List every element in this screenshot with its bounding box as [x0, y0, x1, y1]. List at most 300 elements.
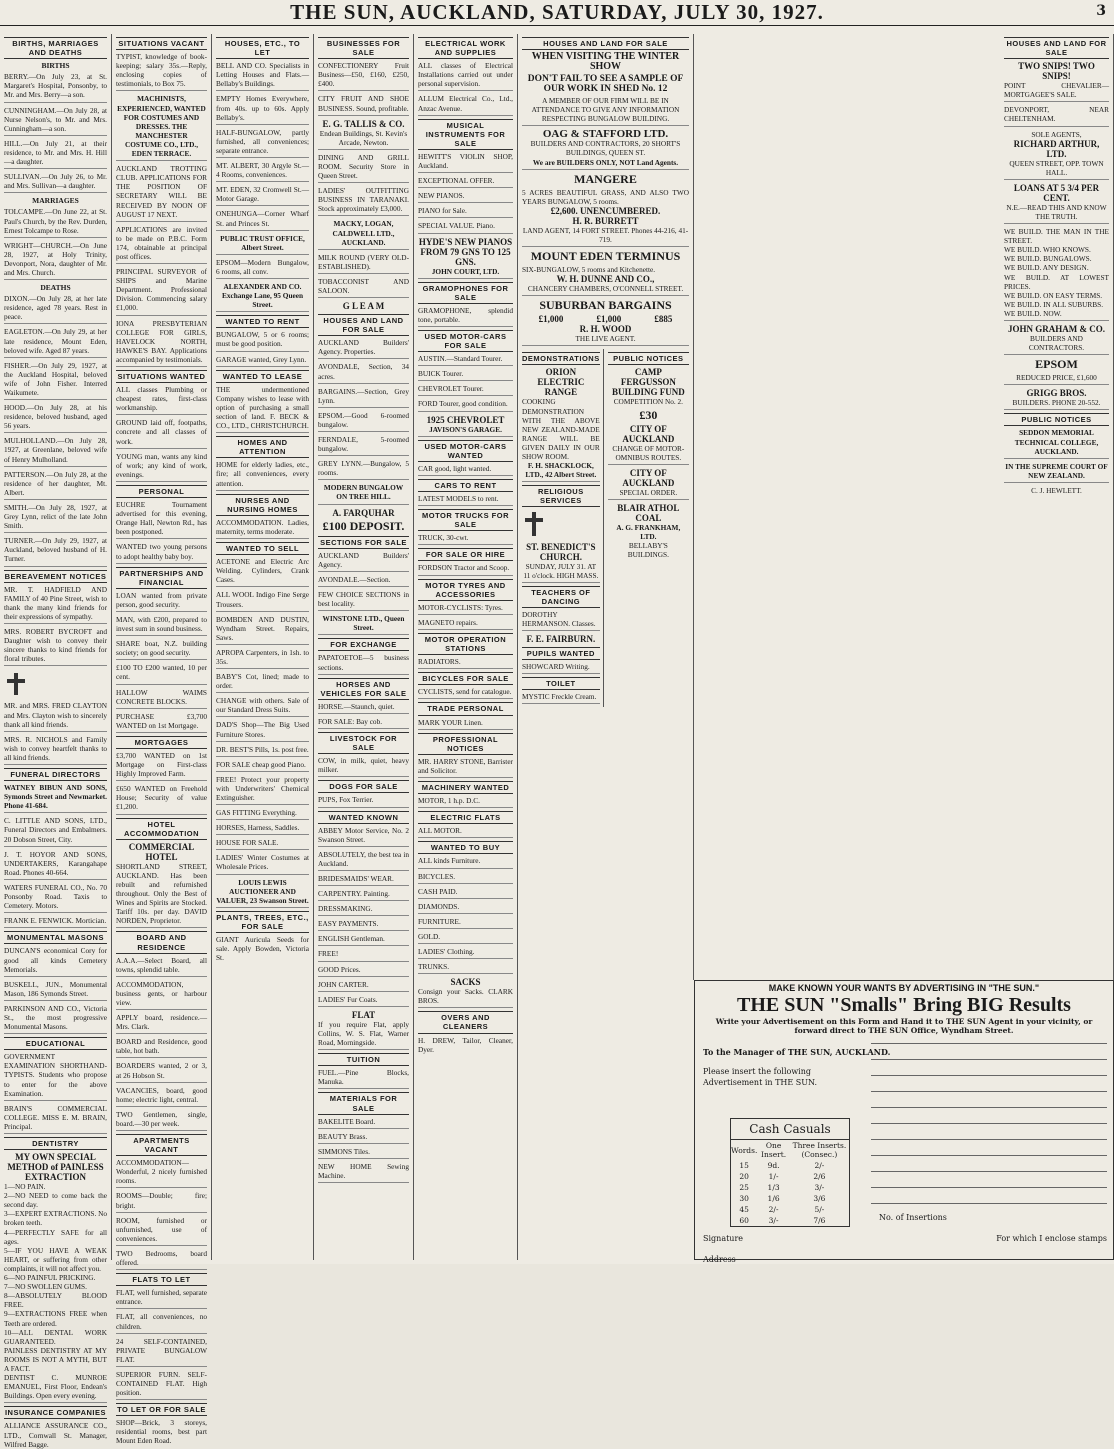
list-item: COOKING DEMONSTRATION WITH THE ABOVE NEW ZEALAND-MADE RANGE WILL BE GIVEN DAILY IN OUR SHOW ROOM.	[522, 397, 600, 461]
agent-address: QUEEN STREET, OPP. TOWN HALL.	[1004, 159, 1109, 180]
right-subcolumn	[608, 349, 689, 707]
agent-name: R. H. WOOD	[579, 324, 632, 335]
list-item: TURNER.—On July 29, 1927, at Auckland, beloved husband of H. Turner.	[4, 536, 107, 566]
list-item: FORDSON Tractor and Scoop.	[418, 563, 513, 575]
list-item: MYSTIC Freckle Cream.	[522, 692, 600, 704]
list-item: PATTERSON.—On July 28, at the residence of her daughter, Mt. Albert.	[4, 470, 107, 500]
list-item: N.E.—READ THIS AND KNOW THE TRUTH.	[1004, 203, 1109, 224]
list-item: SIX-BUNGALOW, 5 rooms and Kitchenette.	[522, 265, 656, 275]
table-cell: 1/3	[767, 1183, 780, 1192]
list-item: DINING AND GRILL ROOM. Security Store in Queen Street.	[318, 153, 409, 183]
list-item: EMPTY Homes Everywhere, from 40s. up to 60s. Apply Bellaby's.	[216, 94, 309, 124]
loans-headline: LOANS AT 5 3/4 PER CENT.	[1013, 182, 1100, 203]
list-item: FISHER.—On July 29, 1927, at the Auckland Hospital, beloved wife of John Fisher. Interred Waikumete.	[4, 361, 107, 400]
column-6	[518, 34, 694, 980]
list-item: WATNEY BIBUN AND SONS, Symonds Street and Newmarket. Phone 41-684.	[4, 783, 107, 813]
list-item: LATEST MODELS to rent.	[418, 494, 513, 506]
list-item: AUCKLAND Builders' Agency.	[318, 551, 409, 572]
section-header: PUBLIC NOTICES	[1004, 413, 1109, 426]
section-header: DENTISTRY	[4, 1137, 107, 1150]
section-header: WANTED KNOWN	[318, 811, 409, 824]
signature-field[interactable]: Signature	[703, 1234, 744, 1243]
list-item: CAR good, light wanted.	[418, 464, 513, 476]
agent-name: E. G. TALLIS & CO.	[322, 118, 405, 129]
list-item: DAD'S Shop—The Big Used Furniture Stores.	[216, 720, 309, 741]
dentist-headline: MY OWN SPECIAL METHOD of PAINLESS EXTRACTION	[7, 1152, 104, 1183]
list-item: CASH PAID.	[418, 887, 513, 899]
list-item: CONFECTIONERY Fruit Business—£50, £160, £250, £400.	[318, 61, 409, 91]
section-header: PARTNERSHIPS AND FINANCIAL	[116, 567, 207, 589]
table-cell: 1/6	[767, 1194, 780, 1203]
section-header: HORSES AND VEHICLES FOR SALE	[318, 678, 409, 700]
list-item: If you require Flat, apply Collins, W. S. Flat, Warner Road, Morningside.	[318, 1020, 409, 1050]
list-item: MARK YOUR Linen.	[418, 718, 513, 730]
mangere-headline: MANGERE	[574, 171, 637, 186]
section-header: HOMES AND ATTENTION	[216, 436, 309, 458]
list-item: DIXON.—On July 28, at her late residence, aged 78 years. Rest in peace.	[4, 294, 107, 324]
section-header: MATERIALS FOR SALE	[318, 1092, 409, 1114]
list-item: AVONDALE, Section, 34 acres.	[318, 362, 409, 383]
masthead	[0, 0, 1114, 26]
list-item: LADIES' Winter Costumes at Wholesale Prices.	[216, 853, 309, 874]
list-item: LADIES' OUTFITTING BUSINESS IN TARANAKI. Stock approximately £3,000.	[318, 186, 409, 216]
teacher-name: F. E. FAIRBURN.	[526, 634, 596, 645]
list-item: AUSTIN.—Standard Tourer.	[418, 354, 513, 366]
writing-lines[interactable]	[871, 1043, 1107, 1203]
agent-address: BUILDERS. PHONE 20-552.	[1004, 398, 1109, 410]
section-header: CARS TO RENT	[418, 479, 513, 492]
winter-show-headline: WHEN VISITING THE WINTER SHOW	[531, 51, 680, 73]
agents-label: SOLE AGENTS,	[1031, 129, 1082, 139]
list-item: 9—EXTRACTIONS FREE when Teeth are ordered.	[4, 1309, 107, 1328]
list-item: SPECIAL VALUE. Piano.	[418, 221, 513, 233]
list-item: 24 SELF-CONTAINED, PRIVATE BUNGALOW FLAT.	[116, 1337, 207, 1367]
list-item: CHANGE with others. Sale of our Standard Dress Suits.	[216, 696, 309, 717]
list-item: DUNCAN'S economical Cory for good all kinds Cemetery Memorials.	[4, 946, 107, 976]
list-item: WE BUILD. AT LOWEST PRICES.	[1004, 272, 1109, 291]
list-item: ALL classes of Electrical Installations carried out under personal supervision.	[418, 61, 513, 91]
list-item: PAPATOETOE—5 business sections.	[318, 653, 409, 674]
list-item: SULLIVAN.—On July 26, to Mr. and Mrs. Sullivan—a daughter.	[4, 172, 107, 193]
list-item: ALL classes Plumbing or cheapest rates, first-class workmanship.	[116, 385, 207, 415]
section-header: BICYCLES FOR SALE	[418, 672, 513, 685]
section-header: HOUSES, ETC., TO LET	[216, 37, 309, 59]
section-header: HOUSES AND LAND FOR SALE	[522, 37, 689, 50]
list-item: HORSE.—Staunch, quiet.	[318, 702, 409, 714]
list-item: ALLIANCE ASSURANCE CO., LTD., Cornwall St. Manager, Wilfred Bagge.	[4, 1421, 107, 1449]
section-header: FOR EXCHANGE	[318, 638, 409, 651]
agent-name: JAVISON'S GARAGE.	[418, 425, 513, 437]
table-cell: 3/-	[768, 1216, 779, 1225]
list-item: 1—NO PAIN.	[4, 1182, 46, 1192]
list-item: ACCOMMODATION, business gents, or harbour view.	[116, 980, 207, 1010]
list-item: HOUSE FOR SALE.	[216, 838, 309, 850]
list-item: LADIES' Fur Coats.	[318, 995, 409, 1007]
list-item: C. LITTLE AND SONS, LTD., Funeral Directors and Embalmers. 20 Dobson Street, City.	[4, 816, 107, 846]
deposit-headline: £100 DEPOSIT.	[322, 518, 405, 533]
list-item: WE BUILD. IN ALL SUBURBS.	[1004, 299, 1104, 309]
list-item: TWO Gentlemen, single, board.—30 per week.	[116, 1110, 207, 1131]
list-item: GARAGE wanted, Grey Lynn.	[216, 355, 309, 367]
address-field[interactable]: Address	[703, 1255, 736, 1264]
list-item: BELL AND CO. Specialists in Letting Houses and Flats.—Bellaby's Buildings.	[216, 61, 309, 91]
agent-address: THE LIVE AGENT.	[522, 334, 689, 346]
list-item: VACANCIES, board, good home; electric light, central.	[116, 1086, 207, 1107]
list-item: 4—PERFECTLY SAFE for all ages.	[4, 1227, 107, 1246]
table-cell: 20	[739, 1172, 749, 1181]
list-item: ALL MOTOR.	[418, 826, 513, 838]
list-item: ALEXANDER AND CO. Exchange Lane, 95 Queen Street.	[216, 282, 309, 312]
section-header: USED MOTOR-CARS WANTED	[418, 440, 513, 462]
section-header: FOR SALE OR HIRE	[418, 548, 513, 561]
column-2	[112, 34, 212, 1446]
church-headline: ST. BENEDICT'S CHURCH.	[526, 541, 596, 562]
births-list	[4, 72, 107, 193]
list-item: SMITH.—On July 28, 1927, at Grey Lynn, relict of the late John Smith.	[4, 503, 107, 533]
section-header: BIRTHS, MARRIAGES AND DEATHS	[4, 37, 107, 59]
camp-headline: CAMP FERGUSSON BUILDING FUND	[611, 367, 685, 398]
table-cell: 2/-	[814, 1161, 825, 1170]
list-item: APPLICATIONS are invited to be made on P.B.C. Form 174, obtainable at principal post offices.	[116, 225, 207, 264]
section-header: TEACHERS OF DANCING	[522, 586, 600, 608]
list-item: BUICK Tourer.	[418, 369, 513, 381]
list-item: MT. EDEN, 32 Cromwell St.—Motor Garage.	[216, 185, 309, 206]
list-item: BICYCLES.	[418, 872, 513, 884]
list-item: BRAIN'S COMMERCIAL COLLEGE. MISS E. M. BRAIN, Principal.	[4, 1104, 107, 1134]
list-item: ROOM, furnished or unfurnished, use of conveniences.	[116, 1216, 207, 1246]
list-item: DOROTHY HERMANSON. Classes.	[522, 610, 600, 631]
list-item: HALLOW WAIMS CONCRETE BLOCKS.	[116, 688, 207, 709]
list-item: RADIATORS.	[418, 657, 513, 669]
suburban-headline: SUBURBAN BARGAINS	[539, 298, 672, 313]
list-item: CHEVROLET Tourer.	[418, 384, 513, 396]
section-header: SITUATIONS WANTED	[116, 370, 207, 383]
table-cell: 45	[739, 1205, 749, 1214]
list-item: HOME for elderly ladies, etc., fire; all conveniences, every attention.	[216, 460, 309, 490]
list-item: £3,700 WANTED on 1st Mortgage on First-class Highly Improved Farm.	[116, 751, 207, 781]
list-item: A MEMBER OF OUR FIRM WILL BE IN ATTENDANCE TO GIVE ANY INFORMATION RESPECTING BUNGALOW BUILDING.	[522, 96, 689, 126]
table-cell: 2/-	[768, 1205, 779, 1214]
list-item: MR. T. HADFIELD AND FAMILY of 40 Pine Street, wish to thank the many kind friends for their expressions of sympathy.	[4, 585, 107, 624]
section-header: MONUMENTAL MASONS	[4, 931, 107, 944]
price-label: £1,000	[596, 314, 622, 325]
list-item: PUBLIC TRUST OFFICE, Albert Street.	[216, 234, 309, 255]
list-item: SEDDON MEMORIAL TECHNICAL COLLEGE, AUCKLAND.	[1004, 428, 1109, 458]
list-item: REDUCED PRICE, £1,600	[1004, 373, 1109, 385]
list-item: EXCEPTIONAL OFFER.	[418, 176, 513, 188]
list-item: CARPENTRY. Painting.	[318, 889, 409, 901]
list-item: 8—ABSOLUTELY BLOOD FREE.	[4, 1291, 107, 1310]
list-item: COW, in milk, quiet, heavy milker.	[318, 756, 409, 777]
orion-headline: ORION ELECTRIC RANGE	[537, 367, 585, 398]
section-header: DOGS FOR SALE	[318, 780, 409, 793]
list-item: BEAUTY Brass.	[318, 1132, 409, 1144]
section-header: FLATS TO LET	[116, 1273, 207, 1286]
list-item: HALF-BUNGALOW, partly furnished, all conveniences; separate entrance.	[216, 128, 309, 158]
section-header: MOTOR TRUCKS FOR SALE	[418, 509, 513, 531]
list-item: GIANT Auricula Seeds for sale. Apply Bowden, Victoria St.	[216, 935, 309, 963]
price-label: £2,600. UNENCUMBERED.	[550, 205, 661, 216]
list-item: DEVONPORT, NEAR CHELTENHAM.	[1004, 105, 1109, 126]
section-header: WANTED TO LEASE	[216, 370, 309, 383]
section-header: INSURANCE COMPANIES	[4, 1406, 107, 1419]
list-item: PURCHASE £3,700 WANTED on 1st Mortgage.	[116, 712, 207, 733]
list-item: 7—NO SWOLLEN GUMS.	[4, 1282, 87, 1292]
section-header: PERSONAL	[116, 485, 207, 498]
section-header: MORTGAGES	[116, 736, 207, 749]
list-item: PIANO for Sale.	[418, 206, 513, 218]
list-item: GOVERNMENT EXAMINATION SHORTHAND-TYPISTS. Students who propose to enter for the above Examination.	[4, 1052, 107, 1100]
form-address-block	[703, 1047, 890, 1088]
list-item: 5 ACRES BEAUTIFUL GRASS, AND ALSO TWO YEARS BUNGALOW, 5 rooms.	[522, 187, 689, 206]
list-item: FORD Tourer, good condition.	[418, 399, 513, 411]
terminus-headline: MOUNT EDEN TERMINUS	[530, 249, 681, 264]
list-item: THE undermentioned Company wishes to lease with option of purchasing a small section of land. F. BECK & CO., LTD., CHRISTCHURCH.	[216, 385, 309, 433]
car-headline: 1925 CHEVROLET	[426, 414, 505, 425]
list-item: FOR SALE: Bay cob.	[318, 717, 409, 729]
list-item: HEWITT'S VIOLIN SHOP, Auckland.	[418, 152, 513, 173]
smalls-order-form	[694, 980, 1114, 1264]
stamps-field[interactable]: For which I enclose stamps	[996, 1234, 1107, 1243]
agent-name: W. H. DUNNE AND CO.,	[556, 274, 655, 285]
list-item: EAGLETON.—On July 29, at her late residence, Mount Eden, beloved wife. Aged 87 years.	[4, 327, 107, 357]
table-cell: 2/6	[813, 1172, 826, 1181]
form-recipient: To the Manager of THE SUN, AUCKLAND.	[703, 1047, 891, 1057]
section-header: PLANTS, TREES, ETC., FOR SALE	[216, 911, 309, 933]
list-item: MAN, with £200, prepared to invest sum in sound business.	[116, 615, 207, 636]
section-header: TOILET	[522, 677, 600, 690]
agent-address: LAND AGENT, 14 FORT STREET. Phones 44-216, 41-719.	[522, 226, 689, 247]
section-header: DEMONSTRATIONS	[522, 352, 600, 365]
list-item: BOARDERS wanted, 2 or 3, at 26 Hobson St.	[116, 1061, 207, 1082]
list-item: TYPIST, knowledge of book-keeping; salary 35s.—Reply, enclosing copies of testimonials, to Box 75.	[116, 52, 207, 91]
section-header: MUSICAL INSTRUMENTS FOR SALE	[418, 119, 513, 150]
list-item: CUNNINGHAM.—On July 28, at Nurse Nelson's, to Mr. and Mrs. Cunningham—a son.	[4, 106, 107, 136]
section-header: HOTEL ACCOMMODATION	[116, 818, 207, 840]
list-item: FERNDALE, 5-roomed bungalow.	[318, 435, 409, 456]
builder-name: OAG & STAFFORD LTD.	[542, 128, 669, 141]
list-item: HILL.—On July 21, at their residence, to Mr. and Mrs. H. Hill—a daughter.	[4, 139, 107, 169]
subheader: DEATHS	[40, 283, 71, 293]
table-cell: 25	[739, 1183, 749, 1192]
hotel-name: COMMERCIAL HOTEL	[128, 841, 195, 862]
list-item: GREY LYNN.—Bungalow, 5 rooms.	[318, 459, 409, 480]
agent-name: H. R. BURRETT	[572, 215, 639, 226]
council-headline: CITY OF AUCKLAND	[622, 423, 675, 444]
list-item: BERRY.—On July 23, at St. Margaret's Hospital, Ponsonby, to Mr. and Mrs. Berry—a son.	[4, 72, 107, 102]
list-item: WE BUILD. WHO KNOWS.	[1004, 245, 1091, 255]
agent-address: BUILDERS AND CONTRACTORS.	[1004, 334, 1109, 355]
list-item: MRS. ROBERT BYCROFT and Daughter wish to convey their sincere thanks to kind friends for floral tributes.	[4, 627, 107, 666]
agent-name: JOHN COURT, LTD.	[418, 267, 513, 279]
list-item: MOTOR, 1 h.p. D.C.	[418, 796, 513, 808]
list-item: ACCOMMODATION. Ladies, maternity, terms moderate.	[216, 518, 309, 539]
list-item: WRIGHT—CHURCH.—On June 28, 1927, at Holy Trinity, Devonport, Nora, daughter of Mr. and Mrs. Church.	[4, 241, 107, 280]
agent-name: A. FARQUHAR	[332, 507, 395, 518]
table-row	[731, 1193, 849, 1204]
list-item: WE BUILD. ON EASY TERMS.	[1004, 290, 1103, 300]
list-item: FURNITURE.	[418, 917, 513, 929]
section-header: SITUATIONS VACANT	[116, 37, 207, 50]
list-item: MT. ALBERT, 30 Argyle St.—4 Rooms, conveniences.	[216, 161, 309, 182]
list-item: AUCKLAND TROTTING CLUB. APPLICATIONS FOR THE POSITION OF SECRETARY WILL BE RECEIVED BY NOON OF AUGUST 17 NEXT.	[116, 164, 207, 222]
list-item: 6—NO PAINFUL PRICKING.	[4, 1273, 96, 1283]
list-item: £650 WANTED on Freehold House; Security of value £1,200.	[116, 784, 207, 814]
list-item: AUCKLAND Builders' Agency. Properties.	[318, 338, 409, 359]
list-item: MR. and MRS. FRED CLAYTON and Mrs. Clayton wish to sincerely thank all kind friends.	[4, 701, 107, 731]
list-item: ABBEY Motor Service, No. 2 Swanson Street.	[318, 826, 409, 847]
agent-address: Endean Buildings, St. Kevin's Arcade, Newton.	[318, 129, 409, 150]
list-item: FREE!	[318, 949, 409, 961]
section-header: WANTED TO BUY	[418, 841, 513, 854]
list-item: BRIDESMAIDS' WEAR.	[318, 874, 409, 886]
winter-show-subhead: DON'T FAIL TO SEE A SAMPLE OF OUR WORK IN SHED No. 12	[527, 74, 684, 95]
list-item: MACHINISTS, EXPERIENCED, WANTED FOR COSTUMES AND DRESSES. THE MANCHESTER COSTUME CO., LTD., EDEN TERRACE.	[116, 94, 207, 161]
price-label: £885	[654, 314, 673, 325]
section-header: USED MOTOR-CARS FOR SALE	[418, 330, 513, 352]
church-cross-icon	[522, 511, 546, 537]
list-item: ALL kinds Furniture.	[418, 856, 513, 868]
form-banner: MAKE KNOWN YOUR WANTS BY ADVERTISING IN "THE SUN."	[768, 983, 1040, 993]
column-1	[0, 34, 112, 1449]
section-header: BOARD AND RESIDENCE	[116, 931, 207, 953]
section-header: ELECTRICAL WORK AND SUPPLIES	[418, 37, 513, 59]
list-item: DENTIST C. MUNROE EMANUEL, First Floor, Endean's Buildings. Open every evening.	[4, 1373, 107, 1403]
page-title: THE SUN, AUCKLAND, SATURDAY, JULY 30, 1927.	[290, 0, 824, 24]
list-item: SHORTLAND STREET, AUCKLAND. Has been rebuilt and refurnished throughout. Only the Best of Wines and Spirits are Stocked. Tariff 10s. per day. DAVID NORDEN, Proprietor.	[116, 862, 207, 929]
list-item: GOOD Prices.	[318, 965, 409, 977]
agent-name: GRIGG BROS.	[1026, 388, 1087, 399]
section-header: APARTMENTS VACANT	[116, 1134, 207, 1156]
agent-name: G L E A M	[342, 301, 385, 312]
section-header: MOTOR OPERATION STATIONS	[418, 633, 513, 655]
list-item: ENGLISH Gentleman.	[318, 934, 409, 946]
section-header: OVERS AND CLEANERS	[418, 1011, 513, 1033]
builder-note: We are BUILDERS ONLY, NOT Land Agents.	[522, 158, 689, 170]
list-item: BABY'S Cot, lined; made to order.	[216, 672, 309, 693]
list-item: FRANK E. FENWICK. Mortician.	[4, 916, 107, 928]
list-item: WINSTONE LTD., Queen Street.	[318, 614, 409, 635]
list-item: DRESSMAKING.	[318, 904, 409, 916]
section-header: EDUCATIONAL	[4, 1037, 107, 1050]
council-headline: CITY OF AUCKLAND	[622, 467, 675, 488]
flat-headline: FLAT	[351, 1009, 376, 1020]
list-item: FUEL.—Pine Blocks, Manuka.	[318, 1068, 409, 1089]
section-header: NURSES AND NURSING HOMES	[216, 494, 309, 516]
list-item: HOOD.—On July 28, at his residence, beloved husband, aged 56 years.	[4, 403, 107, 433]
epsom-headline: EPSOM	[1035, 357, 1078, 372]
agent-address: CHANCERY CHAMBERS, O'CONNELL STREET.	[522, 284, 689, 296]
list-item: TRUCK, 30-cwt.	[418, 533, 513, 545]
list-item: ACCOMMODATION—Wonderful, 2 nicely furnished rooms.	[116, 1158, 207, 1188]
list-item: APROPA Carpenters, in 1sh. to 35s.	[216, 648, 309, 669]
section-header: ELECTRIC FLATS	[418, 811, 513, 824]
list-item: FREE! Protect your property with Underwriters' Chemical Extinguisher.	[216, 775, 309, 805]
list-item: BOARD and Residence, good table, hot bath.	[116, 1037, 207, 1058]
section-header: MOTOR TYRES AND ACCESSORIES	[418, 579, 513, 601]
list-item: ALL WOOL Indigo Fine Serge Trousers.	[216, 590, 309, 611]
list-item: ROOMS—Double; fire; bright.	[116, 1191, 207, 1212]
table-cell: 3/-	[814, 1183, 825, 1192]
form-headline: THE SUN "Smalls" Bring BIG Results	[737, 994, 1071, 1016]
list-item: CHANGE OF MOTOR-OMNIBUS ROUTES.	[608, 444, 689, 465]
list-item: SIMMONS Tiles.	[318, 1147, 409, 1159]
list-item: WE BUILD. THE MAN IN THE STREET.	[1004, 227, 1109, 246]
section-header: BEREAVEMENT NOTICES	[4, 570, 107, 583]
list-item: YOUNG man, wants any kind of work; any kind of work, evenings.	[116, 452, 207, 482]
section-header: TRADE PERSONAL	[418, 702, 513, 715]
list-item: H. DREW, Tailor, Cleaner, Dyer.	[418, 1035, 513, 1054]
table-row	[731, 1171, 849, 1182]
list-item: TOBACCONIST AND SALOON.	[318, 277, 409, 298]
list-item: FOR SALE cheap good Piano.	[216, 760, 309, 772]
list-item: DR. BEST'S Pills, 1s. post free.	[216, 745, 309, 757]
column-4	[314, 34, 414, 1260]
list-item: 5—IF YOU HAVE A WEAK HEART, or suffering from other complaints, it will not affect you.	[4, 1245, 107, 1273]
list-item: PUPS, Fox Terrier.	[318, 795, 409, 807]
section-header: BUSINESSES FOR SALE	[318, 37, 409, 59]
list-item: EPSOM.—Good 6-roomed bungalow.	[318, 411, 409, 432]
section-header: SECTIONS FOR SALE	[318, 536, 409, 549]
list-item: FEW CHOICE SECTIONS in best locality.	[318, 590, 409, 611]
col-header: One Insert.	[761, 1141, 787, 1159]
rates-title: Cash Casuals	[731, 1119, 849, 1140]
agent-address: BELLABY'S BUILDINGS.	[627, 540, 669, 560]
list-item: SHOP—Brick, 3 storeys, residential rooms, best part Mount Eden Road.	[116, 1418, 207, 1446]
section-header: GRAMOPHONES FOR SALE	[418, 282, 513, 304]
list-item: SHOWCARD Writing.	[522, 662, 600, 674]
list-item: EUCHRE Tournament advertised for this evening, Orange Hall, Newton Rd., has been postponed.	[116, 500, 207, 539]
list-item: TRUNKS.	[418, 962, 513, 974]
section-header: PUPILS WANTED	[522, 647, 600, 660]
list-item: BUNGALOW, 5 or 6 rooms; must be good position.	[216, 330, 309, 351]
form-line	[703, 1213, 1107, 1222]
list-item: WANTED two young persons to adopt healthy baby boy.	[116, 542, 207, 563]
list-item: IN THE SUPREME COURT OF NEW ZEALAND.	[1004, 462, 1109, 483]
list-item: GRAMOPHONE, splendid tone, portable.	[418, 306, 513, 327]
list-item: WATERS FUNERAL CO., No. 70 Ponsonby Road. Taxis to Cemetery. Motors.	[4, 883, 107, 913]
insertions-field[interactable]: No. of Insertions	[879, 1213, 947, 1222]
table-cell: 5/-	[814, 1205, 825, 1214]
agent-name: MACKY, LOGAN, CALDWELL LTD., AUCKLAND.	[318, 219, 409, 249]
agent-name: JOHN GRAHAM & CO.	[1008, 323, 1105, 334]
section-header: TUITION	[318, 1053, 409, 1066]
section-header: RELIGIOUS SERVICES	[522, 485, 600, 507]
column-5	[414, 34, 518, 1260]
prize-amount: £30	[639, 407, 658, 422]
form-line	[703, 1234, 1107, 1243]
signatory: C. J. HEWLETT.	[1031, 485, 1082, 495]
section-header: PUBLIC NOTICES	[608, 352, 689, 365]
subheader: BIRTHS	[41, 61, 70, 71]
list-item: BOMBDEN AND DUSTIN, Wyndham Street. Repairs, Saws.	[216, 615, 309, 645]
list-item: FLAT, all conveniences, no children.	[116, 1312, 207, 1333]
col-header: Three Inserts. (Consec.)	[792, 1141, 847, 1159]
list-item: GROUND laid off, footpaths, concrete and all classes of work.	[116, 418, 207, 448]
list-item: A.A.A.—Select Board, all towns, splendid table.	[116, 956, 207, 977]
list-item: AVONDALE.—Section.	[318, 575, 409, 587]
section-header: FUNERAL DIRECTORS	[4, 768, 107, 781]
pianos-headline: HYDE'S NEW PIANOS FROM 79 GNS TO 125 GNS.	[418, 236, 513, 267]
list-item: HORSES, Harness, Saddles.	[216, 823, 309, 835]
section-header: HOUSES AND LAND FOR SALE	[318, 314, 409, 336]
section-header: PROFESSIONAL NOTICES	[418, 733, 513, 755]
agent-name: A. G. FRANKHAM, LTD.	[616, 522, 681, 541]
table-cell: 60	[739, 1216, 749, 1225]
list-item: LOAN wanted from private person, good security.	[116, 591, 207, 612]
table-cell: 15	[739, 1161, 749, 1170]
list-item: FLAT, well furnished, separate entrance.	[116, 1288, 207, 1309]
